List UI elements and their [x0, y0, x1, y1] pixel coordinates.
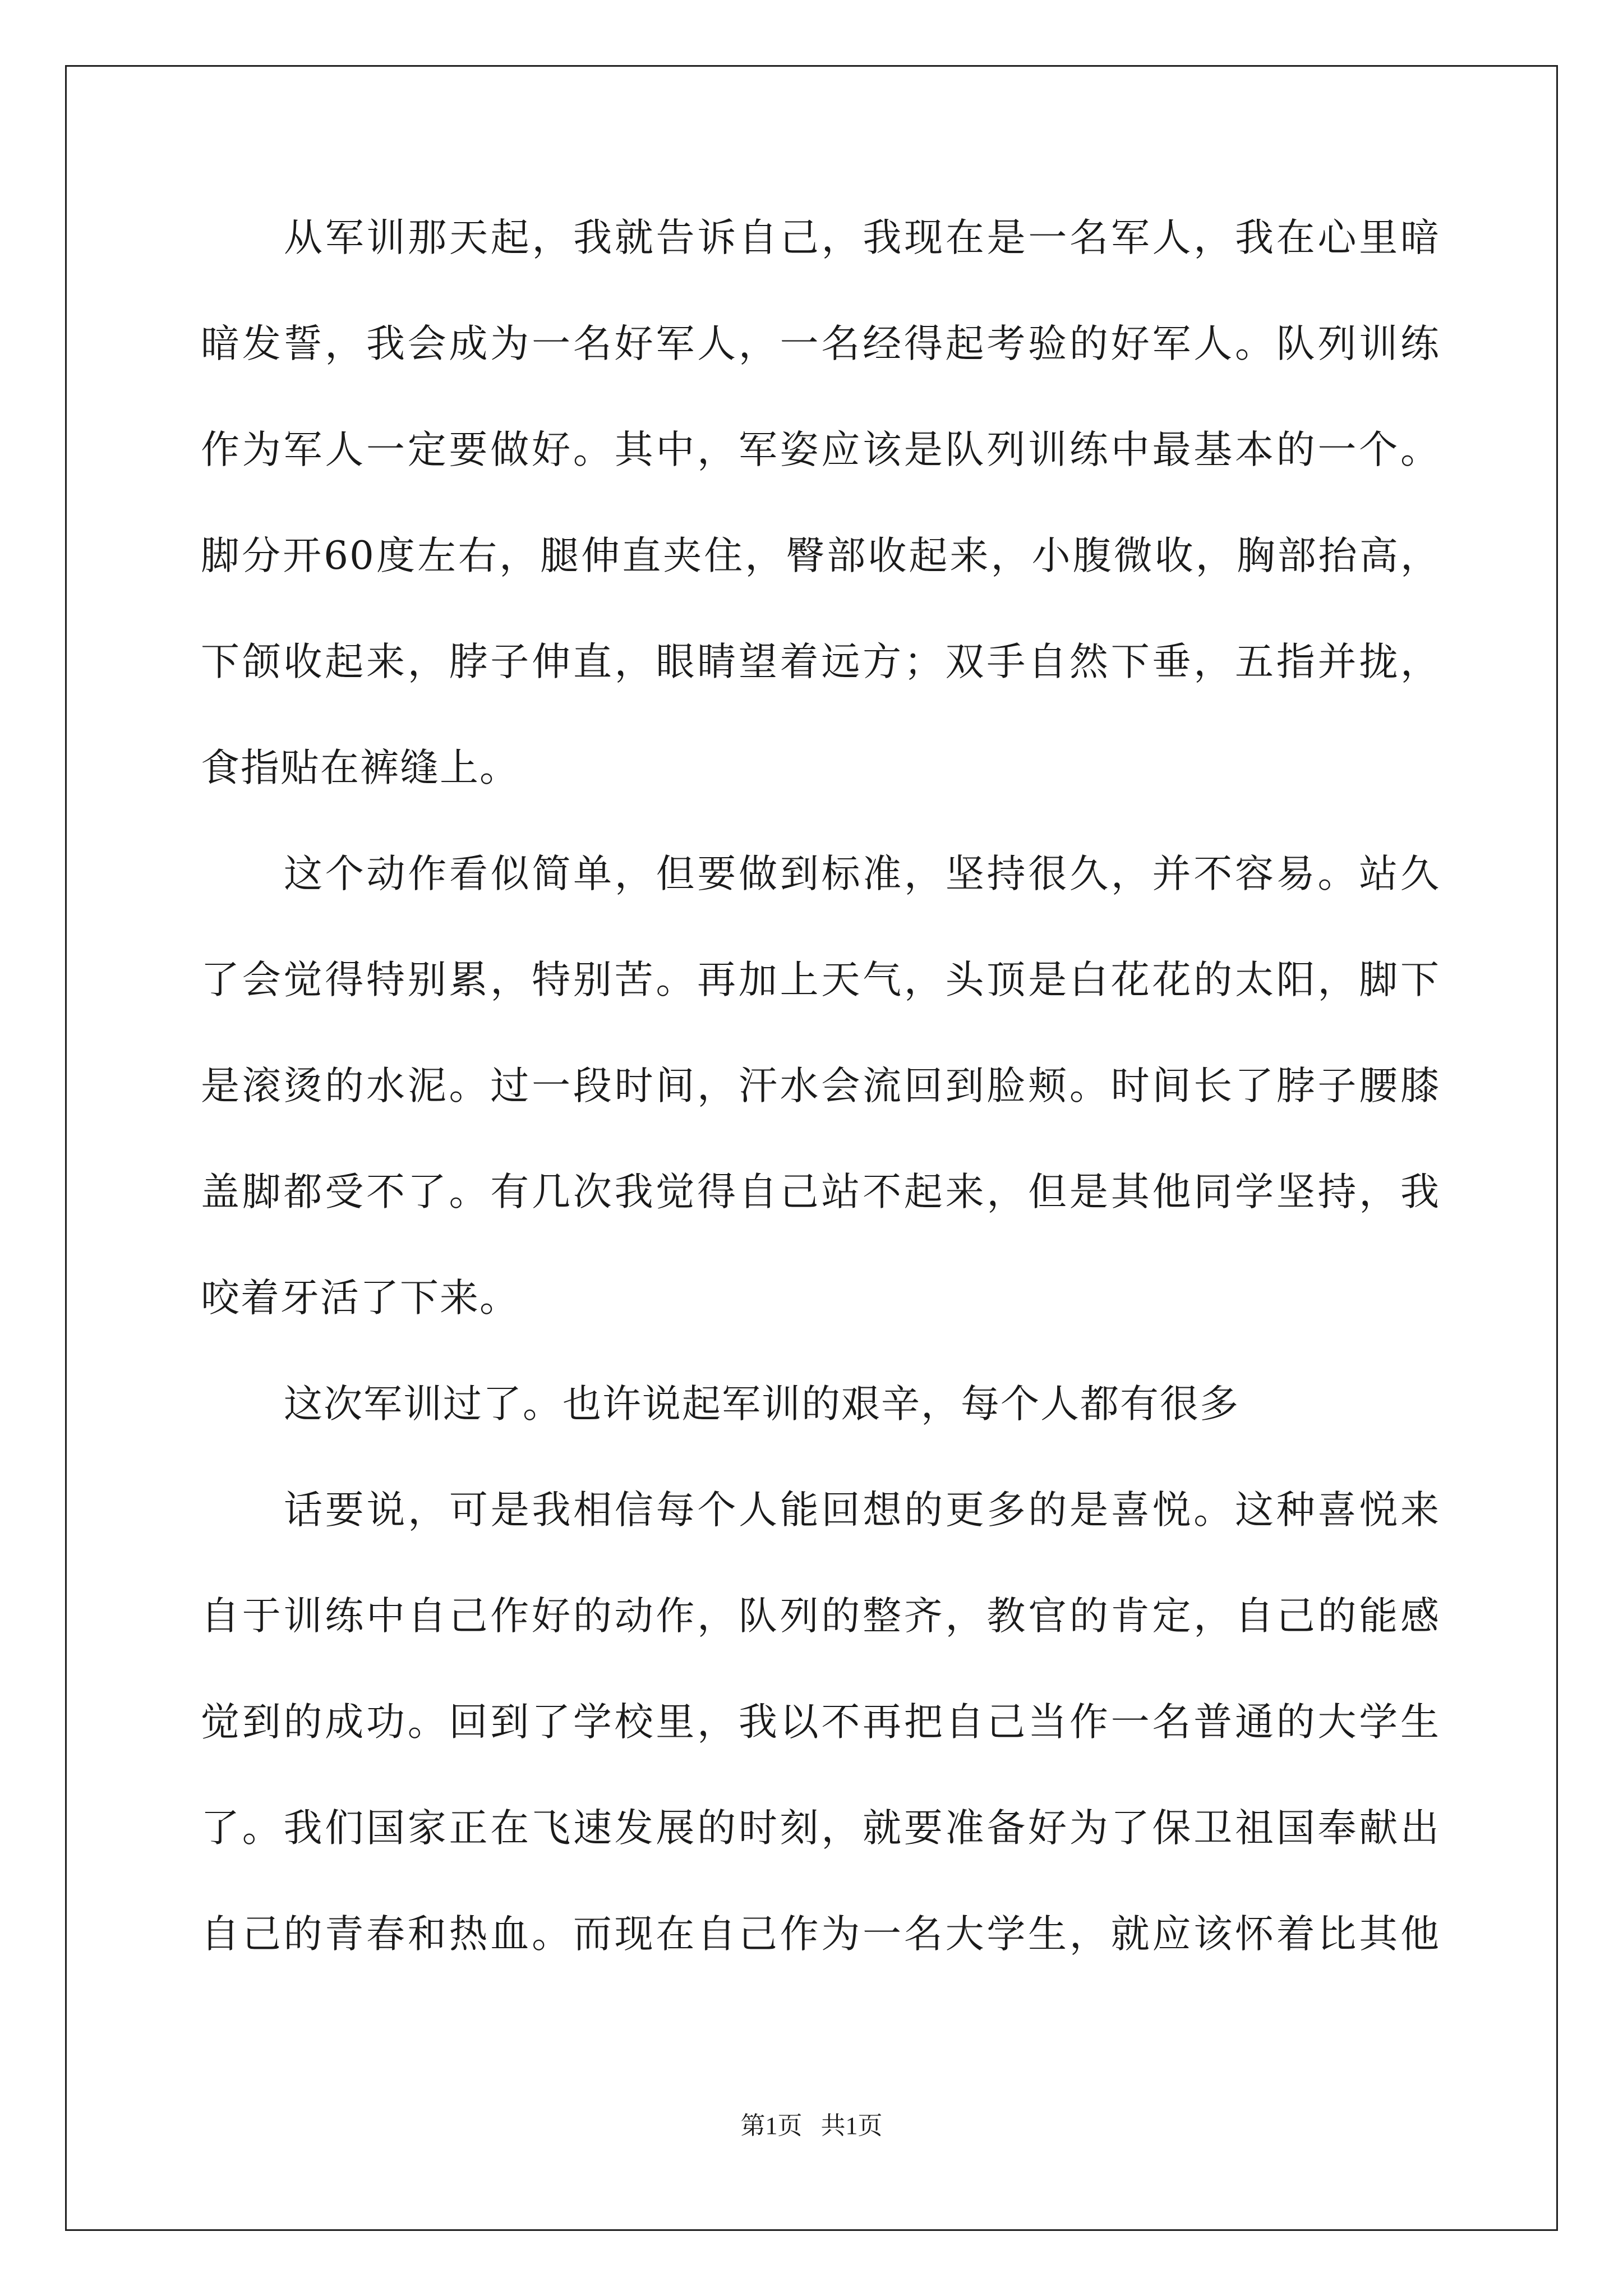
text-line: 这次军训过了。也许说起军训的艰辛，每个人都有很多: [284, 1382, 1239, 1427]
text-line: 了会觉得特别累，特别苦。再加上天气，头顶是白花花的太阳，脚下: [201, 958, 1440, 1002]
document-body: [201, 215, 1440, 2021]
text-line: 是滚烫的水泥。过一段时间，汗水会流回到脸颊。时间长了脖子腰膝: [201, 1064, 1440, 1108]
text-line: 自于训练中自己作好的动作，队列的整齐，教官的肯定，自己的能感: [201, 1594, 1440, 1639]
text-line: 作为军人一定要做好。其中，军姿应该是队列训练中最基本的一个。: [201, 427, 1440, 472]
text-line: 暗发誓，我会成为一名好军人，一名经得起考验的好军人。队列训练: [201, 321, 1440, 366]
text-line: 从军训那天起，我就告诉自己，我现在是一名军人，我在心里暗: [284, 215, 1440, 260]
text-line: 自己的青春和热血。而现在自己作为一名大学生，就应该怀着比其他: [201, 1912, 1440, 1957]
text-line: 食指贴在裤缝上。: [201, 746, 519, 790]
text-line: 咬着牙活了下来。: [201, 1276, 519, 1320]
text-line: 觉到的成功。回到了学校里，我以不再把自己当作一名普通的大学生: [201, 1700, 1440, 1745]
text-line: 这个动作看似简单，但要做到标准，坚持很久，并不容易。站久: [284, 852, 1440, 896]
text-line: 下颌收起来，脖子伸直，眼睛望着远方；双手自然下垂，五指并拢，: [201, 639, 1440, 684]
text-line: 脚分开60度左右，腿伸直夹住，臀部收起来，小腹微收，胸部抬高，: [201, 533, 1440, 578]
text-line: 盖脚都受不了。有几次我觉得自己站不起来，但是其他同学坚持，我: [201, 1170, 1440, 1214]
page-number-footer: 第1页 共1页: [740, 2112, 883, 2139]
text-line: 话要说，可是我相信每个人能回想的更多的是喜悦。这种喜悦来: [284, 1488, 1440, 1533]
text-line: 了。我们国家正在飞速发展的时刻，就要准备好为了保卫祖国奉献出: [201, 1806, 1440, 1851]
